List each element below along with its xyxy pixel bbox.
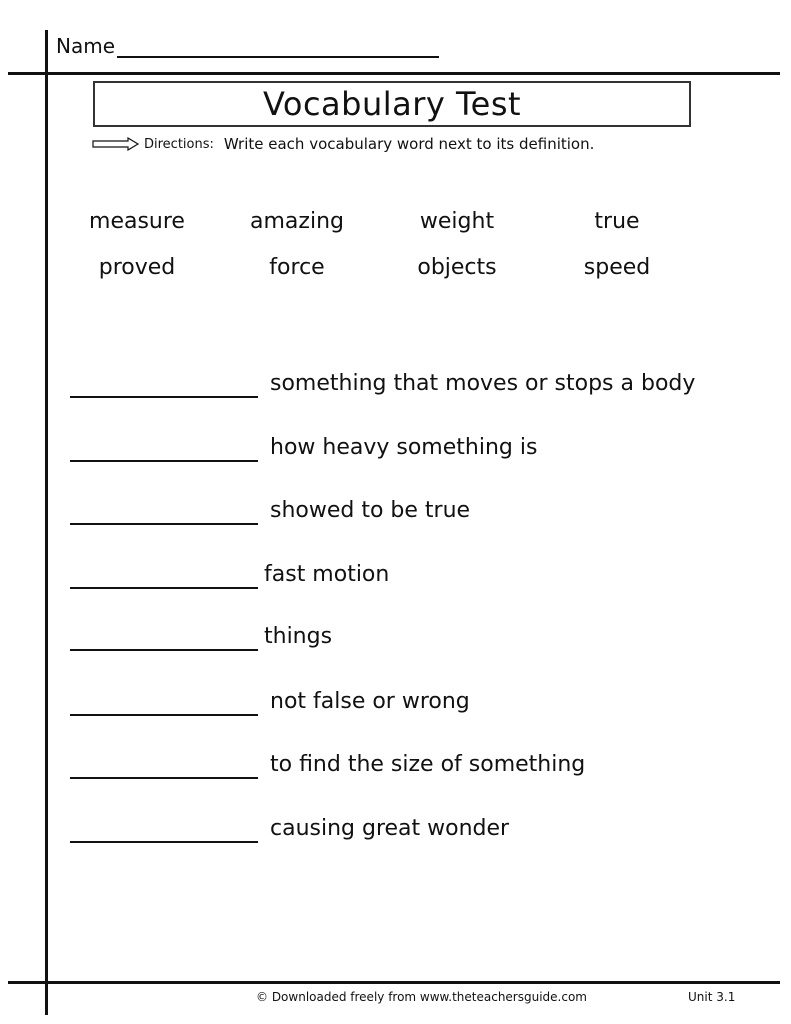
definition-row	[70, 557, 710, 589]
word-bank-item: true	[594, 209, 640, 234]
directions-label: Directions:	[144, 136, 214, 152]
margin-line-vertical	[45, 30, 48, 1015]
definition-text: fast motion	[264, 562, 390, 587]
definition-row	[70, 430, 710, 462]
answer-blank[interactable]	[70, 813, 258, 843]
footer-unit: Unit 3.1	[688, 990, 736, 1004]
word-bank-item: force	[269, 255, 325, 280]
answer-blank[interactable]	[70, 495, 258, 525]
word-bank-item: objects	[417, 255, 497, 280]
definition-text: showed to be true	[270, 498, 471, 523]
name-blank[interactable]	[117, 38, 439, 58]
footer-rule	[8, 981, 780, 984]
word-bank-item: weight	[419, 209, 495, 234]
arrow-right-icon	[92, 137, 140, 151]
definition-text: things	[264, 624, 333, 649]
answer-blank[interactable]	[70, 749, 258, 779]
word-bank-item: amazing	[250, 209, 344, 234]
answer-blank[interactable]	[70, 559, 258, 589]
answer-blank[interactable]	[70, 621, 258, 651]
definition-row	[70, 619, 710, 651]
name-field	[56, 34, 439, 58]
directions-text: Write each vocabulary word next to its definition.	[223, 135, 595, 153]
answer-blank[interactable]	[70, 432, 258, 462]
answer-blank[interactable]	[70, 368, 258, 398]
definition-row	[70, 747, 710, 779]
definition-row	[70, 684, 710, 716]
title-box	[93, 81, 691, 127]
definition-text: to find the size of something	[270, 752, 586, 777]
definition-text: not false or wrong	[270, 689, 470, 714]
page-title: Vocabulary Test	[262, 85, 522, 123]
word-bank	[57, 208, 697, 282]
word-bank-item: measure	[89, 209, 185, 234]
footer-copyright: © Downloaded freely from www.theteachersguide.com	[256, 990, 587, 1004]
definition-row	[70, 366, 710, 398]
definition-text: something that moves or stops a body	[270, 371, 696, 396]
definition-text: how heavy something is	[270, 435, 538, 460]
definition-row	[70, 493, 710, 525]
directions	[92, 135, 594, 153]
definition-text: causing great wonder	[270, 816, 510, 841]
answer-blank[interactable]	[70, 686, 258, 716]
header-rule	[8, 72, 780, 75]
name-label: Name	[56, 34, 116, 58]
word-bank-item: proved	[98, 255, 176, 280]
definition-row	[70, 811, 710, 843]
word-bank-item: speed	[583, 255, 651, 280]
